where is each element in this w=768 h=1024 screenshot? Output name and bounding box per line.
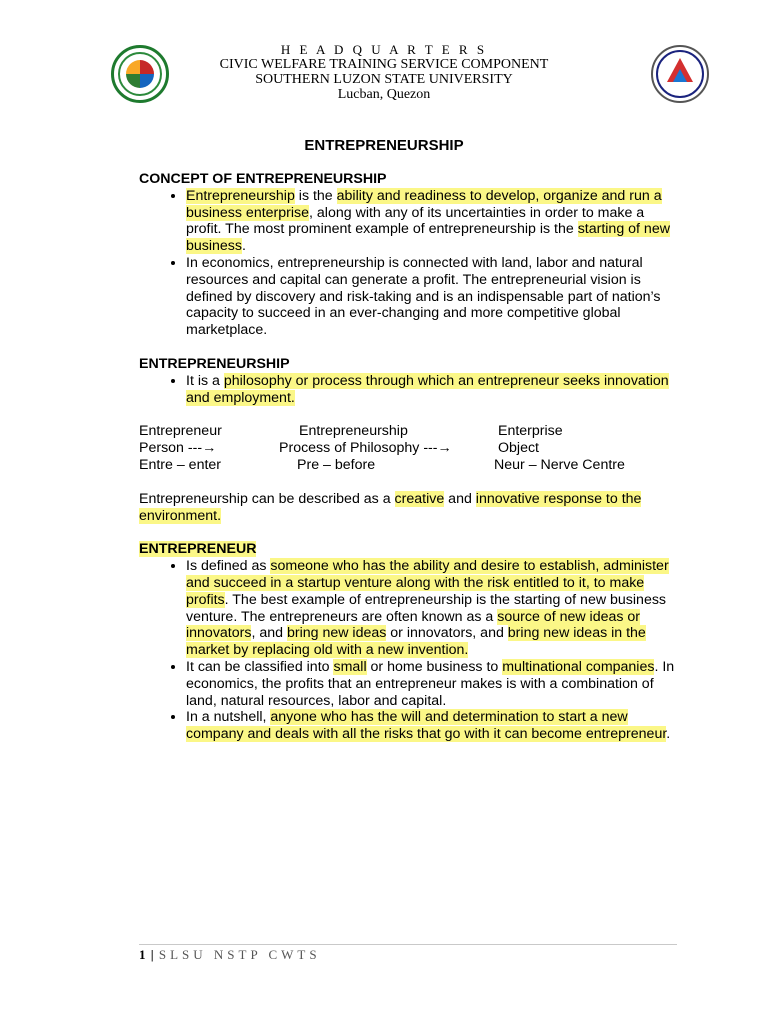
term-cell: Person ---→	[139, 440, 217, 457]
term-cell: Entrepreneur	[139, 423, 222, 440]
body-text: , and	[251, 625, 287, 642]
footer-separator: |	[146, 947, 159, 962]
section-heading-entrepreneurship: ENTREPRENEURSHIP	[139, 355, 290, 372]
page-number: 1	[139, 947, 147, 962]
entrepreneurship-list	[139, 373, 679, 407]
highlight-text: creative	[394, 490, 445, 507]
list-item	[186, 659, 679, 709]
highlight-text: anyone who has the will and determination to start a new company and deals with all the risks that go with it can become entrepreneur	[186, 709, 667, 743]
body-text: In a nutshell,	[186, 709, 271, 726]
term-cell: Entrepreneurship	[299, 423, 408, 440]
footer-divider	[139, 944, 677, 945]
highlight-text: philosophy or process through which an entrepreneur seeks innovation and employment.	[186, 372, 669, 406]
highlight-text: innovative response to the environment.	[139, 490, 642, 524]
highlight-text: source of new ideas or innovators	[186, 608, 641, 642]
document-title: ENTREPRENEURSHIP	[304, 137, 464, 154]
body-text: It is a	[186, 372, 224, 389]
body-text: .	[242, 238, 246, 255]
entrepreneur-list	[139, 558, 679, 743]
highlight-text: ENTREPRENEUR	[139, 541, 257, 558]
body-text: . The best example of entrepreneurship is the starting of new business venture. The entrepreneurs are often known as a	[186, 591, 667, 625]
term-cell: Pre – before	[297, 456, 376, 473]
highlight-text: multinational companies	[502, 658, 655, 675]
concept-list	[139, 188, 679, 339]
letterhead-line-3: SOUTHERN LUZON STATE UNIVERSITY	[255, 72, 513, 87]
list-item	[186, 188, 679, 255]
body-text: . In economics, the profits that an entrepreneur makes is with a combination of land, natural resources, labor and capital.	[186, 658, 675, 709]
term-cell: Process of Philosophy ---→	[279, 440, 452, 457]
highlight-text: someone who has the ability and desire to establish, administer and succeed in a startup venture along with the risk entitled to it, to make profits	[186, 558, 669, 608]
highlight-text: Entrepreneurship	[186, 187, 295, 204]
letterhead	[0, 42, 768, 102]
term-cell: Entre – enter	[139, 456, 222, 473]
list-item	[186, 558, 679, 659]
term-cell: Enterprise	[498, 423, 563, 440]
body-text: It can be classified into	[186, 658, 334, 675]
term-cell: Neur – Nerve Centre	[494, 456, 625, 473]
section-heading-entrepreneur	[139, 541, 679, 558]
list-item	[186, 373, 679, 407]
body-text: or home business to	[366, 658, 503, 675]
body-text: .	[666, 726, 671, 743]
footer-text: SLSU NSTP CWTS	[158, 947, 321, 962]
body-text: or innovators, and	[386, 625, 508, 642]
letterhead-line-1: H E A D Q U A R T E R S	[280, 42, 488, 57]
highlight-text: starting of new business	[186, 221, 670, 255]
highlight-text: small	[333, 658, 367, 675]
body-text: Is defined as	[186, 558, 271, 575]
body-text: and	[444, 490, 476, 507]
page-footer	[139, 947, 321, 963]
term-cell: Object	[498, 440, 540, 457]
list-item: • In economics, entrepreneurship is connected with land, labor and natural resources and capital can generate a profit. The entrepreneurial vision is defined by discovery and risk-taking and is an indispensable part of nation’s capacity to succeed in an ever-changing and more competitive global marketplace.	[186, 255, 679, 339]
described-paragraph	[139, 491, 679, 525]
highlight-text: bring new ideas in the market by replacing old with a new invention.	[186, 625, 646, 659]
letterhead-line-4: Lucban, Quezon	[337, 87, 431, 102]
document-body	[139, 171, 679, 743]
body-text: , along with any of its uncertainties in order to make a profit. The most prominent example of entrepreneurship is the	[186, 204, 645, 238]
terms-table	[139, 423, 679, 473]
letterhead-line-2: CIVIC WELFARE TRAINING SERVICE COMPONENT	[219, 57, 549, 72]
body-text: is the	[294, 187, 337, 204]
highlight-text: ability and readiness to develop, organize and run a business enterprise	[186, 187, 662, 221]
list-item	[186, 709, 679, 743]
body-text: Entrepreneurship can be described as a	[139, 490, 395, 507]
section-heading-concept: CONCEPT OF ENTREPRENEURSHIP	[139, 171, 387, 187]
highlight-text: bring new ideas	[286, 625, 387, 642]
